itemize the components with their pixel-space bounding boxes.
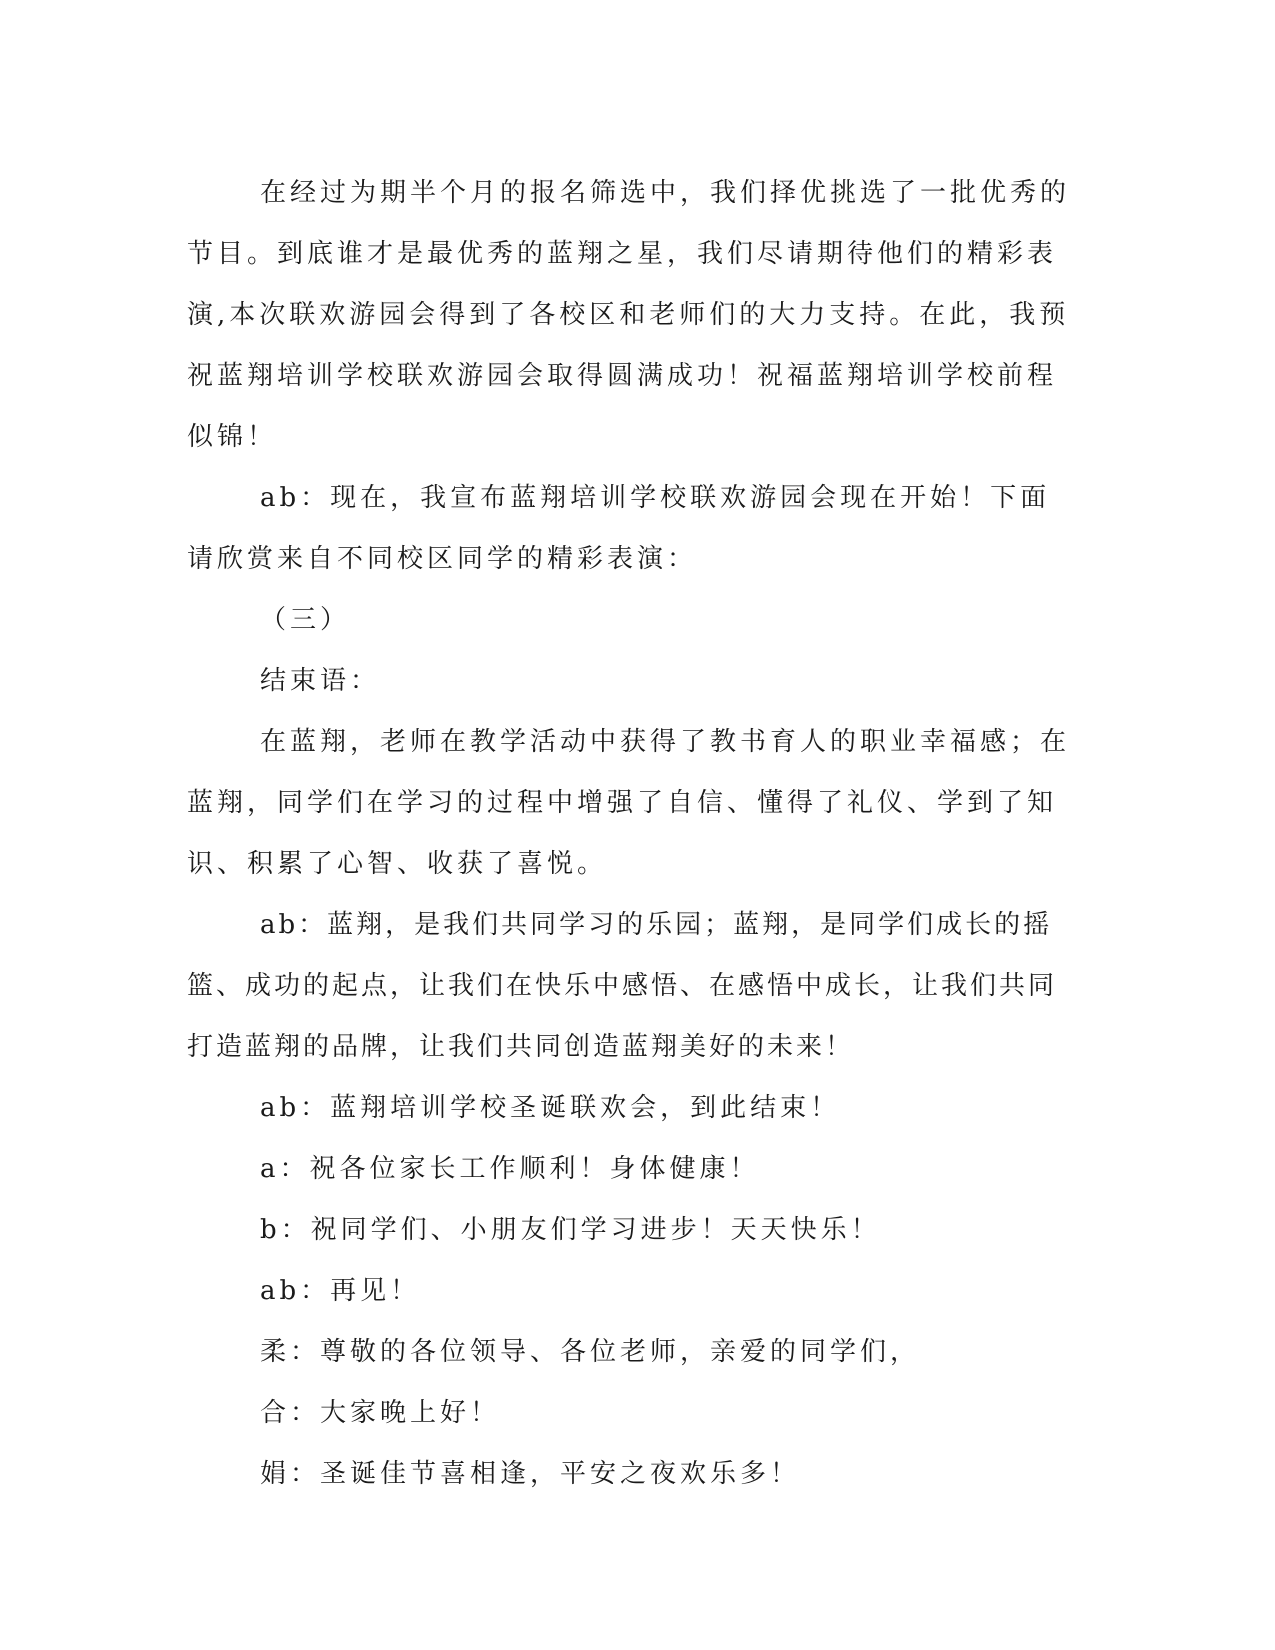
paragraph-intro-selection: 在经过为期半个月的报名筛选中，我们择优挑选了一批优秀的节目。到底谁才是最优秀的蓝翔之星，我们尽请期待他们的精彩表演,本次联欢游园会得到了各校区和老师们的大力支持。在此，我预祝蓝翔培训学校联欢游园会取得圆满成功！祝福蓝翔培训学校前程似锦！ (187, 178, 1071, 452)
paragraph-opening-announcement: ab：现在，我宣布蓝翔培训学校联欢游园会现在开始！下面请欣赏来自不同校区同学的精彩表演： (187, 483, 1051, 574)
section-heading-three: （三） (260, 605, 351, 635)
document-body (187, 163, 1077, 1505)
line-wish-students: b：祝同学们、小朋友们学习进步！天天快乐！ (260, 1215, 881, 1245)
closing-remarks-heading: 结束语： (260, 666, 381, 696)
line-event-end: ab：蓝翔培训学校圣诞联欢会，到此结束！ (260, 1093, 841, 1123)
line-greeting-leaders: 柔：尊敬的各位领导、各位老师，亲爱的同学们， (260, 1337, 921, 1367)
paragraph-lanxiang-future: ab：蓝翔，是我们共同学习的乐园；蓝翔，是同学们成长的摇篮、成功的起点，让我们在快乐中感悟、在感悟中成长，让我们共同打造蓝翔的品牌，让我们共同创造蓝翔美好的未来！ (187, 910, 1058, 1062)
paragraph-teachers-students: 在蓝翔，老师在教学活动中获得了教书育人的职业幸福感；在蓝翔，同学们在学习的过程中增强了自信、懂得了礼仪、学到了知识、积累了心智、收获了喜悦。 (187, 727, 1071, 879)
line-goodbye: ab：再见！ (260, 1276, 421, 1306)
line-christmas-greeting: 娟：圣诞佳节喜相逢，平安之夜欢乐多！ (260, 1459, 801, 1489)
line-wish-parents: a：祝各位家长工作顺利！身体健康！ (260, 1154, 760, 1184)
line-good-evening: 合：大家晚上好！ (260, 1398, 501, 1428)
